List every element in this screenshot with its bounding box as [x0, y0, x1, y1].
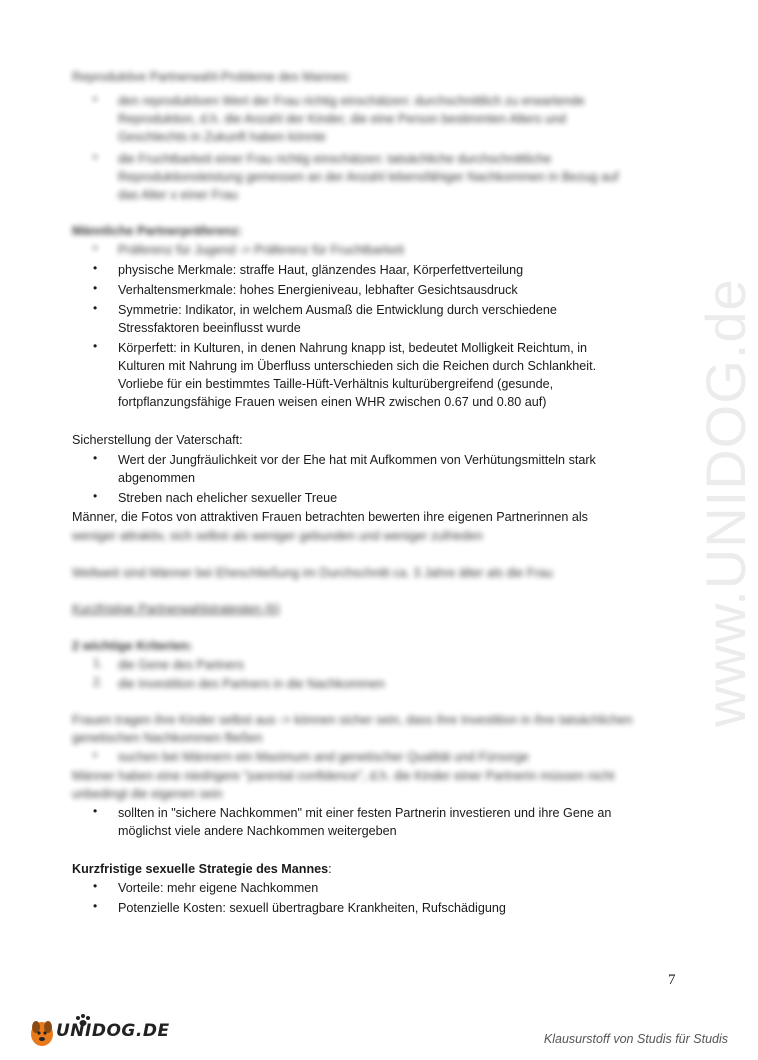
heading-preference: Männliche Partnerpräferenz:: [72, 224, 243, 238]
bullet: •: [93, 241, 98, 255]
heading-text: Kurzfristige sexuelle Strategie des Mannes: [72, 862, 329, 876]
watermark: www.UNIDOG.de: [694, 278, 757, 727]
heading-short-term: Kurzfristige Partnerwahlstrategien (6): [72, 602, 280, 616]
bullet-text: Körperfett: in Kulturen, in denen Nahrung knapp ist, bedeutet Molligkeit Reichtum, in: [118, 341, 588, 355]
paragraph: Weltweit sind Männer bei Eheschließung im Durchschnitt ca. 3 Jahre älter als die Frau: [72, 566, 553, 580]
heading-paternity: Sicherstellung der Vaterschaft:: [72, 433, 243, 447]
bullet-text: Wert der Jungfräulichkeit vor der Ehe hat mit Aufkommen von Verhütungsmitteln stark: [118, 453, 596, 467]
bullet: •: [93, 451, 98, 465]
paragraph: unbedingt die eigenen sein: [72, 787, 223, 801]
bullet-text: abgenommen: [118, 471, 196, 485]
bullet: •: [93, 301, 98, 315]
bullet-text: das Alter x einer Frau: [118, 188, 238, 202]
bullet: •: [93, 879, 98, 893]
bullet-text: Kulturen mit Nahrung im Überfluss unterschieden sich die Reichen durch Schlankheit.: [118, 359, 597, 373]
bullet: •: [93, 339, 98, 353]
bullet: •: [93, 899, 98, 913]
bullet-text: sollten in "sichere Nachkommen" mit einer festen Partnerin investieren und ihre Gene an: [118, 806, 612, 820]
list-number: 1.: [93, 656, 104, 670]
bullet: •: [93, 804, 98, 818]
bullet-text: Reproduktion, d.h. die Anzahl der Kinder, die eine Person bestimmten Alters und: [118, 112, 567, 126]
paragraph: Männer, die Fotos von attraktiven Frauen betrachten bewerten ihre eigenen Partnerinnen als: [72, 510, 588, 524]
heading-colon: :: [328, 862, 332, 876]
bullet-text: Verhaltensmerkmale: hohes Energieniveau, lebhafter Gesichtsausdruck: [118, 283, 518, 297]
bullet-text: Geschlechts in Zukunft haben könnte: [118, 130, 326, 144]
bullet-text: physische Merkmale: straffe Haut, glänzendes Haar, Körperfettverteilung: [118, 263, 524, 277]
bullet: •: [93, 92, 98, 106]
list-number: 2.: [93, 675, 104, 689]
paragraph: genetischen Nachkommen fließen: [72, 731, 263, 745]
bullet-text: Präferenz für Jugend -> Präferenz für Fruchtbarkeit: [118, 243, 404, 257]
bullet-text: Vorteile: mehr eigene Nachkommen: [118, 881, 319, 895]
bullet: •: [93, 489, 98, 503]
bullet-text: Symmetrie: Indikator, in welchem Ausmaß die Entwicklung durch verschiedene: [118, 303, 557, 317]
bullet-text: suchen bei Männern ein Maximum and genetischer Qualität und Fürsorge: [118, 750, 529, 764]
bullet-text: Potenzielle Kosten: sexuell übertragbare Krankheiten, Rufschädigung: [118, 901, 506, 915]
bullet-text: Reproduktionsleistung gemessen an der Anzahl lebensfähiger Nachkommen in Bezug auf: [118, 170, 619, 184]
bullet-text: Vorliebe für ein bestimmtes Taille-Hüft-Verhältnis kulturübergreifend (gesunde,: [118, 377, 554, 391]
page-number: 7: [668, 972, 676, 988]
bullet-text: Streben nach ehelicher sexueller Treue: [118, 491, 338, 505]
bullet-text: Stressfaktoren beeinflusst wurde: [118, 321, 301, 335]
heading-criteria: 2 wichtige Kriterien:: [72, 639, 193, 653]
bullet: •: [93, 748, 98, 762]
heading-sexual-strategy: [72, 860, 332, 878]
bullet: •: [93, 261, 98, 275]
list-item: die Gene des Partners: [118, 658, 245, 672]
paragraph: weniger attraktiv, sich selbst als weniger gebunden und weniger zufrieden: [72, 529, 483, 543]
paragraph: Frauen tragen ihre Kinder selbst aus -> können sicher sein, dass ihre Investition in ihre tatsächlichen: [72, 713, 633, 727]
bullet: •: [93, 281, 98, 295]
paragraph: Männer haben eine niedrigere "parental confidence", d.h. die Kinder einer Partnerin müssen nicht: [72, 769, 615, 783]
bullet: •: [93, 150, 98, 164]
heading-reproductive: Reproduktive Partnerwahl-Probleme des Mannes:: [72, 70, 351, 84]
bullet-text: die Fruchtbarkeit einer Frau richtig einschätzen: tatsächliche durchschnittliche: [118, 152, 552, 166]
list-item: die Investition des Partners in die Nachkommen: [118, 677, 385, 691]
logo-text: UNIDOG.DE: [56, 1021, 170, 1041]
footer-tagline: Klausurstoff von Studis für Studis: [543, 1032, 728, 1046]
bullet-text: möglichst viele andere Nachkommen weitergeben: [118, 824, 397, 838]
bullet-text: fortpflanzungsfähige Frauen weisen einen WHR zwischen 0.67 und 0.80 auf): [118, 395, 547, 409]
bullet-text: den reproduktiven Wert der Frau richtig einschätzen: durchschnittlich zu erwartende: [118, 94, 585, 108]
